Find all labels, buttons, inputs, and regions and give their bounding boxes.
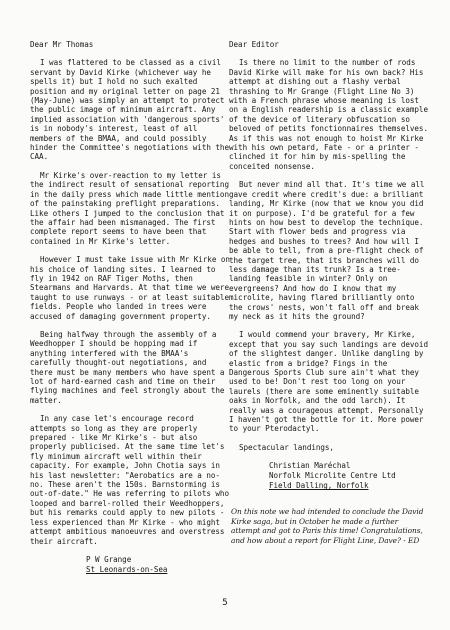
letter-paragraph: However I must take issue with Mr Kirke on his choice of landing sites. I learned to fly in 1942 on RAF Tiger Moths, then Stearmans and Harvards. At that time we were taught to use runways - or at least suitable fields. People who landed in trees were accused of damaging government property. [30,255,230,321]
signature-organisation: Norfolk Microlite Centre Ltd [269,471,396,481]
letter-grange [30,40,230,575]
signature-block [86,555,230,575]
letter-paragraph: I would commend your bravery, Mr Kirke, except that you say such landings are devoid of the slightest danger. Unlike dangling by elastic from a bridge? Fings in the Dangerous Sports Club sure ain't what they used to be! Don't rest too long on your laurels (there are some eminently suitable oaks in Norfolk, and the odd larch). It really was a courageous attempt. Personally I haven't got the bottle for it. More power to your Pterodactyl. [229,330,428,434]
letter-paragraph: But never mind all that. It's time we all gave credit where credit's due: a brilliant landing, Mr Kirke (now that we know you did it on purpose). I'd be grateful for a few hints on how best to develop the technique. Start with flower beds and progress via hedges and bushes to trees? And how will I be able to tell, from a pre-flight check of the target tree, that its branches will do less damage than its trunk? Is a tree-landing feasible in winter? Only on evergreens? And how do I know that my microlite, having flared brilliantly onto the crows' nests, won't fall off and break my neck as it hits the ground? [229,180,425,321]
signature-name: P W Grange [86,554,132,564]
signature-place: Field Dalling, Norfolk [269,481,369,491]
letter-paragraph: In any case let's encourage record attempts so long as they are properly prepared - like Mr Kirke's - but also properly publicised. At the same time let's fly minimum aircraft well within their capacity. For example, John Chotia says in his last newsletter: "Aerobatics are a no-no. These aren't the 150s. Barnstorming is out-of-date." He was referring to pilots who looped and barrel-rolled their Weedhoppers, but his remarks could apply to new pilots - less experienced than Mr Kirke - who might attempt ambitious manoeuvres and overstress their aircraft. [30,414,229,546]
signature-block [269,461,429,491]
page-number: 5 [222,598,228,608]
letter-paragraph: Mr Kirke's over-reaction to my letter is the indirect result of sensational reporting in the daily press which made little mention of the painstaking preflight preparations. Like others I jumped to the conclusion that the affair had been mismanaged. The first complete report seems to have been that contained in Mr Kirke's letter. [30,170,229,246]
letter-paragraph: Being halfway through the assembly of a Weedhopper I should be hopping mad if anything interfered with the BMAA's carefully thought-out negotiations, and there must be many members who have spent a lot of hard-earned cash and time on their flying machines and feel strongly about the matter. [30,329,225,405]
closing-line: Spectacular landings, [239,442,334,452]
letter-paragraph: I was flattered to be classed as a civil servant by David Kirke (whichever way he spells it) but I hold no such exalted position and my original letter on page 21 (May-June) was simply an attempt to protect the public image of minimum aircraft. Any implied association with 'dangerous sports' is in nobody's interest, least of all members of the BMAA, and could possibly hinder the Committee's negotiations with the CAA. [30,58,229,162]
letter-marechal [229,40,429,546]
signature-place: St Leonards-on-Sea [86,564,168,574]
editor-note: On this note we had intended to conclude the David Kirke saga, but in October he made a further attempt and got to Paris this time! Congratulations, and how about a report for Flight Line, Dave? - ED [231,507,424,546]
salutation: Dear Mr Thomas [30,40,94,49]
salutation: Dear Editor [229,40,279,49]
signature-name: Christian Maréchal [269,461,351,471]
letter-paragraph: Is there no limit to the number of rods David Kirke will make for his own back? His attempt at dishing out a flashy verbal thrashing to Mr Grange (Flight Line No 3) with a French phrase whose meaning is lost on a English readership is a classic example of the device of literary obfuscation so beloved of petits fonctionnaires themselves. As if this was not enough to hoist Mr Kirke with his own petard, Fate - or a printer - clinched it for him by mis-spelling the conceited nonsense. [229,58,428,171]
